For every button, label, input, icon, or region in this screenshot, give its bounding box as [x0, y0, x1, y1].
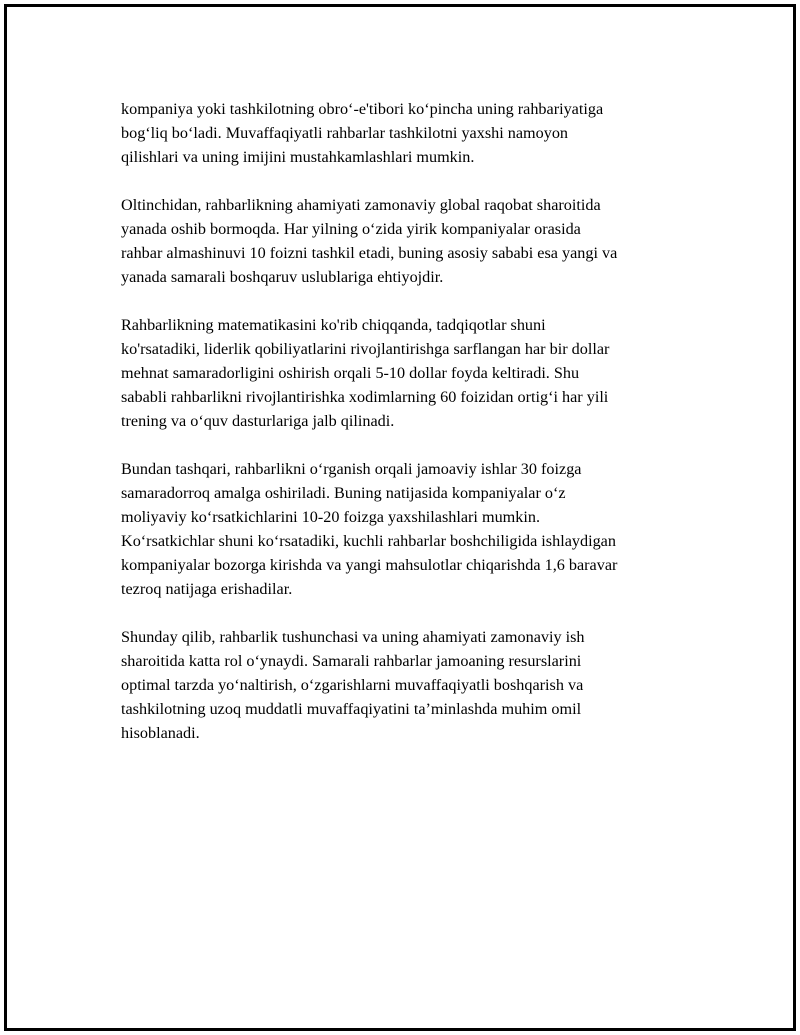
text-line: Oltinchidan, rahbarlikning ahamiyati zamonaviy global raqobat sharoitida	[121, 196, 601, 214]
text-line: kompaniya yoki tashkilotning obro‘-e'tibori ko‘pincha uning rahbariyatiga	[121, 100, 604, 118]
text-line: mehnat samaradorligini oshirish orqali 5-10 dollar foyda keltiradi. Shu	[121, 364, 580, 382]
text-line: samaradorroq amalga oshiriladi. Buning natijasida kompaniyalar o‘z	[121, 484, 566, 502]
text-line: yanada oshib bormoqda. Har yilning o‘zida yirik kompaniyalar orasida	[121, 220, 581, 238]
text-line: Bundan tashqari, rahbarlikni o‘rganish orqali jamoaviy ishlar 30 foizga	[121, 460, 582, 478]
text-line: rahbar almashinuvi 10 foizni tashkil etadi, buning asosiy sababi esa yangi va	[121, 244, 618, 262]
paragraph-2	[121, 193, 711, 289]
paragraph-4	[121, 457, 711, 601]
text-line: ko'rsatadiki, liderlik qobiliyatlarini rivojlantirishga sarflangan har bir dollar	[121, 340, 610, 358]
text-line: Shunday qilib, rahbarlik tushunchasi va uning ahamiyati zamonaviy ish	[121, 628, 585, 646]
text-line: tashkilotning uzoq muddatli muvaffaqiyatini ta’minlashda muhim omil	[121, 700, 582, 718]
text-line: sharoitida katta rol o‘ynaydi. Samarali rahbarlar jamoaning resurslarini	[121, 652, 582, 670]
text-line: sababli rahbarlikni rivojlantirishka xodimlarning 60 foizidan ortig‘i har yili	[121, 388, 609, 406]
paragraph-5	[121, 625, 711, 745]
document-page	[4, 4, 796, 1031]
text-line: kompaniyalar bozorga kirishda va yangi mahsulotlar chiqarishda 1,6 baravar	[121, 556, 618, 574]
document-body	[121, 97, 711, 769]
text-line: tezroq natijaga erishadilar.	[121, 580, 293, 598]
text-line: bog‘liq bo‘ladi. Muvaffaqiyatli rahbarlar tashkilotni yaxshi namoyon	[121, 124, 569, 142]
text-line: hisoblanadi.	[121, 724, 200, 742]
text-line: Ko‘rsatkichlar shuni ko‘rsatadiki, kuchli rahbarlar boshchiligida ishlaydigan	[121, 532, 616, 550]
text-line: Rahbarlikning matematikasini ko'rib chiqqanda, tadqiqotlar shuni	[121, 316, 546, 334]
text-line: trening va o‘quv dasturlariga jalb qilinadi.	[121, 412, 395, 430]
text-line: optimal tarzda yo‘naltirish, o‘zgarishlarni muvaffaqiyatli boshqarish va	[121, 676, 584, 694]
text-line: moliyaviy ko‘rsatkichlarini 10-20 foizga yaxshilashlari mumkin.	[121, 508, 540, 526]
text-line: qilishlari va uning imijini mustahkamlashlari mumkin.	[121, 148, 475, 166]
paragraph-3	[121, 313, 711, 433]
text-line: yanada samarali boshqaruv uslublariga ehtiyojdir.	[121, 268, 444, 286]
paragraph-1	[121, 97, 711, 169]
